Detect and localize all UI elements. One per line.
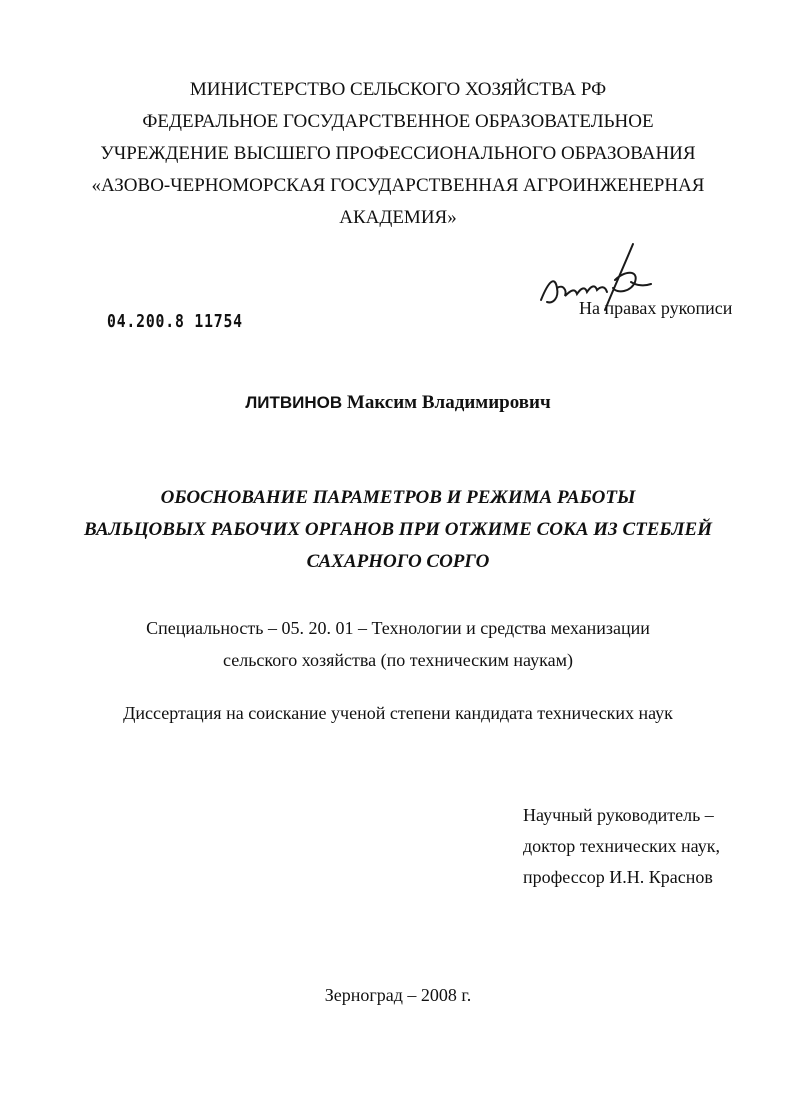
author-name [0, 392, 796, 414]
supervisor-line-2: доктор технических наук, [523, 836, 720, 856]
supervisor-line-1: Научный руководитель – [523, 805, 714, 825]
author-given-names: Максим Владимирович [346, 392, 551, 413]
manuscript-rights-note: На правах рукописи [579, 298, 733, 318]
ministry-header [0, 74, 796, 234]
author-surname: ЛИТВИНОВ [245, 393, 343, 412]
title-line-2: ВАЛЬЦОВЫХ РАБОЧИХ ОРГАНОВ ПРИ ОТЖИМЕ СОКА ИЗ СТЕБЛЕЙ [84, 519, 712, 540]
city-year: Зерноград – 2008 г. [324, 985, 472, 1005]
header-line-3: УЧРЕЖДЕНИЕ ВЫСШЕГО ПРОФЕССИОНАЛЬНОГО ОБРАЗОВАНИЯ [100, 143, 696, 164]
scientific-supervisor [523, 800, 720, 893]
header-line-2: ФЕДЕРАЛЬНОЕ ГОСУДАРСТВЕННОЕ ОБРАЗОВАТЕЛЬНОЕ [142, 111, 654, 132]
title-line-1: ОБОСНОВАНИЕ ПАРАМЕТРОВ И РЕЖИМА РАБОТЫ [160, 487, 636, 508]
specialty-line-2: сельского хозяйства (по техническим наукам) [223, 650, 573, 670]
specialty [0, 612, 796, 676]
supervisor-line-3: профессор И.Н. Краснов [523, 867, 713, 887]
specialty-line-1: Специальность – 05. 20. 01 – Технологии и средства механизации [146, 618, 650, 638]
header-line-1: МИНИСТЕРСТВО СЕЛЬСКОГО ХОЗЯЙСТВА РФ [189, 79, 607, 100]
header-line-4: «АЗОВО-ЧЕРНОМОРСКАЯ ГОСУДАРСТВЕННАЯ АГРОИНЖЕНЕРНАЯ [91, 175, 705, 196]
dissertation-title [0, 482, 796, 578]
dissertation-type: Диссертация на соискание ученой степени кандидата технических наук [123, 703, 673, 723]
registration-number: 04.200.8 11754 [107, 311, 243, 332]
header-line-5: АКАДЕМИЯ» [339, 207, 457, 228]
title-line-3: САХАРНОГО СОРГО [306, 551, 490, 572]
